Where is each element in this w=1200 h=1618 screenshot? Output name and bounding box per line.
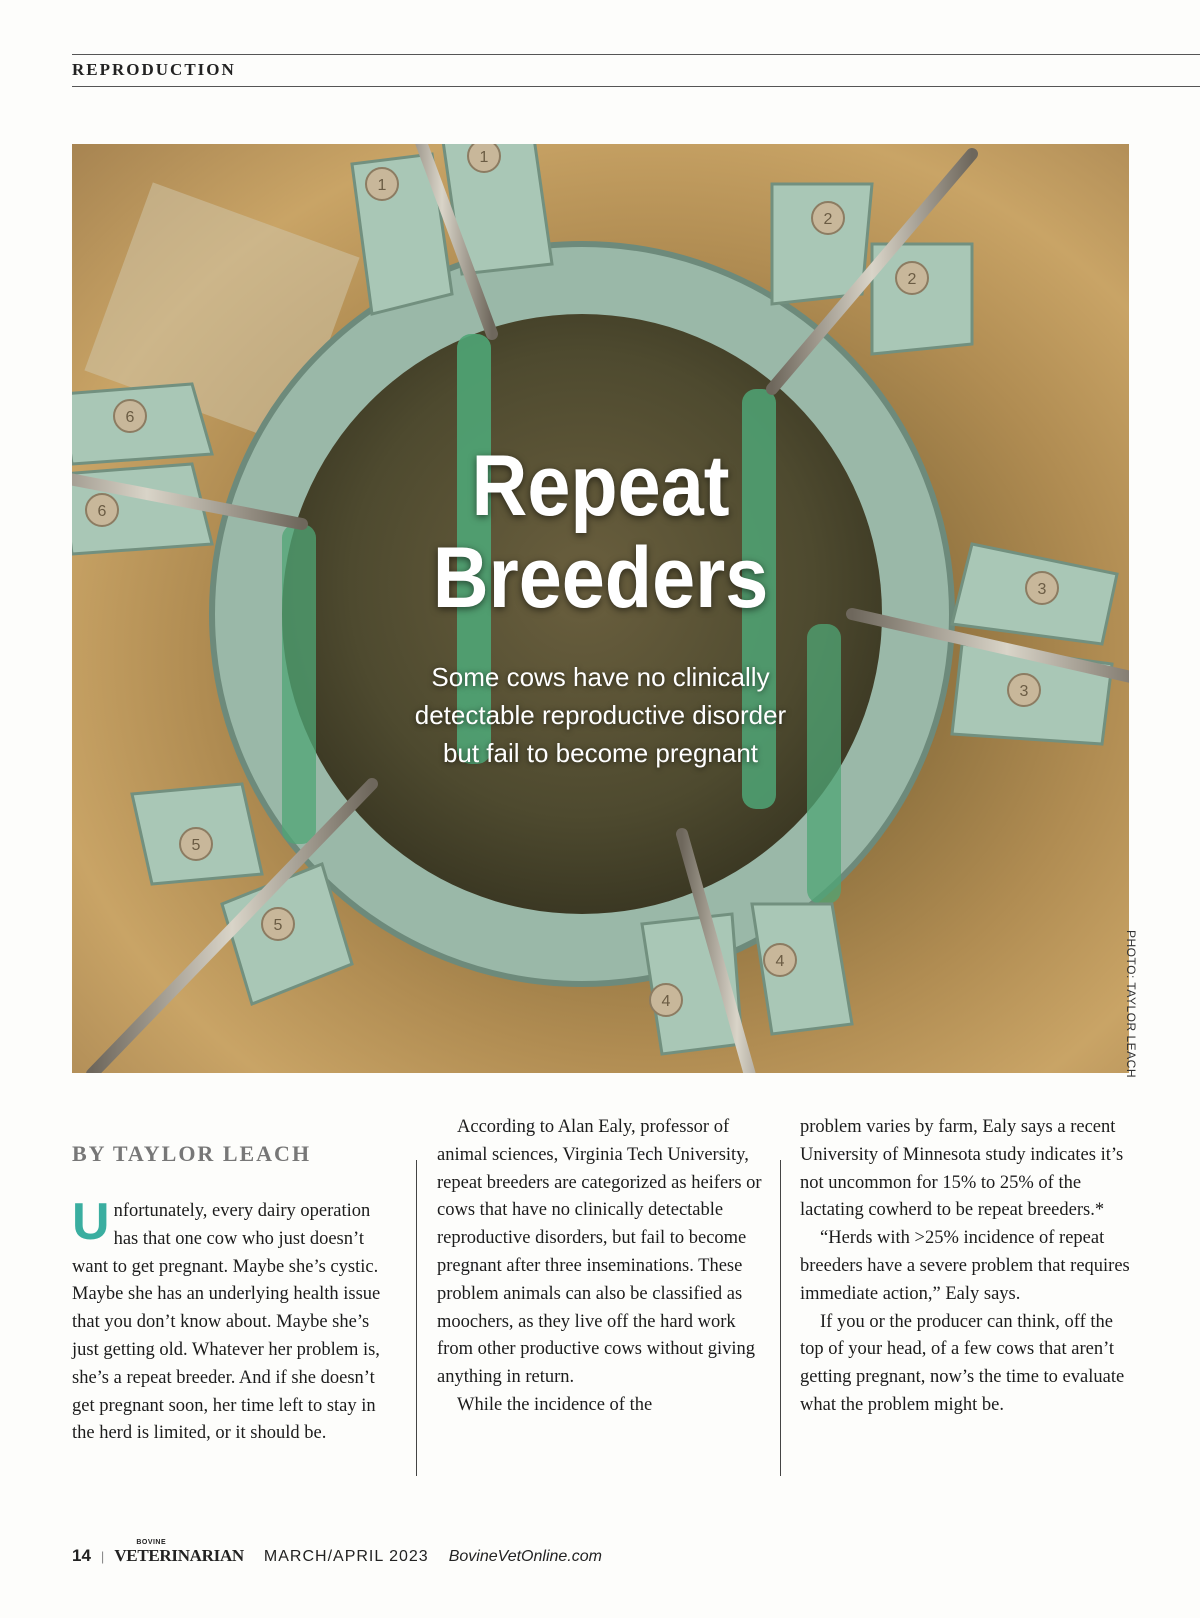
canister-number: 3 bbox=[1019, 683, 1029, 700]
photo-credit: PHOTO: TAYLOR LEACH bbox=[1124, 930, 1138, 1078]
magazine-logo bbox=[114, 1539, 244, 1566]
article-column-3 bbox=[800, 1114, 1130, 1420]
canister-number: 4 bbox=[661, 993, 671, 1010]
canister-number: 2 bbox=[823, 211, 833, 228]
article-column-2 bbox=[437, 1114, 767, 1420]
column-3-paragraph-2: “Herds with >25% incidence of repeat breeders have a severe problem that requires immediate action,” Ealy says. bbox=[800, 1228, 1130, 1304]
canister-number: 6 bbox=[97, 503, 107, 520]
deck-line2: detectable reproductive disorder bbox=[414, 700, 787, 730]
canister-number: 3 bbox=[1037, 581, 1047, 598]
website-link[interactable]: BovineVetOnline.com bbox=[448, 1548, 602, 1565]
canister-number: 5 bbox=[273, 917, 283, 934]
column-2-paragraph-1: According to Alan Ealy, professor of animal sciences, Virginia Tech University, repeat breeders are categorized as heifers or cows that have no clinically detectable reproductive disorders, but fail to become pregnant after three inseminations. These problem animals can also be classified as moochers, as they live off the hard work from other productive cows without giving anything in return. bbox=[437, 1117, 762, 1388]
column-2-paragraph-2: While the incidence of the bbox=[457, 1394, 653, 1415]
footer-separator: | bbox=[100, 1549, 105, 1564]
byline: BY TAYLOR LEACH bbox=[72, 1141, 312, 1166]
column-divider bbox=[780, 1160, 781, 1476]
article-deck bbox=[72, 658, 1129, 772]
deck-line1: Some cows have no clinically bbox=[431, 662, 770, 692]
article-title-line2: Breeders bbox=[432, 530, 769, 626]
article-title bbox=[125, 440, 1076, 624]
issue-date: MARCH/APRIL 2023 bbox=[263, 1548, 429, 1565]
canister-number: 5 bbox=[191, 837, 201, 854]
magazine-logo-small: BOVINE bbox=[136, 1539, 167, 1546]
header-rule-bottom bbox=[72, 86, 1200, 87]
column-3-paragraph-1: problem varies by farm, Ealy says a recent University of Minnesota study indicates it’s not uncommon for 15% to 25% of the lactating cowherd to be repeat breeders.* bbox=[800, 1117, 1124, 1221]
canister-number: 1 bbox=[479, 149, 489, 166]
column-divider bbox=[416, 1160, 417, 1476]
article-title-line1: Repeat bbox=[471, 438, 730, 534]
section-label: REPRODUCTION bbox=[72, 60, 236, 79]
header-rule-top bbox=[72, 54, 1200, 55]
page-footer bbox=[72, 1539, 602, 1566]
article-column-1 bbox=[72, 1193, 392, 1448]
canister-number: 4 bbox=[775, 953, 785, 970]
magazine-logo-text: VETERINARIAN bbox=[114, 1546, 244, 1565]
deck-line3: but fail to become pregnant bbox=[442, 738, 759, 768]
dropcap: U bbox=[72, 1193, 110, 1251]
canister-number: 2 bbox=[907, 271, 917, 288]
page-number: 14 bbox=[72, 1546, 91, 1565]
canister-number: 6 bbox=[125, 409, 135, 426]
column-3-paragraph-3: If you or the producer can think, off the top of your head, of a few cows that aren’t getting pregnant, now’s the time to evaluate what the problem might be. bbox=[800, 1311, 1125, 1415]
canister-number: 1 bbox=[377, 177, 387, 194]
column-1-text: nfortunately, every dairy operation has that one cow who just doesn’t want to get pregnant. Maybe she’s cystic. Maybe she has an underlying health issue that you don’t know about. Maybe she’s just getting old. Whatever her problem is, she’s a repeat breeder. And if she doesn’t get pregnant soon, her time left to stay in the herd is limited, or it should be. bbox=[72, 1201, 381, 1444]
